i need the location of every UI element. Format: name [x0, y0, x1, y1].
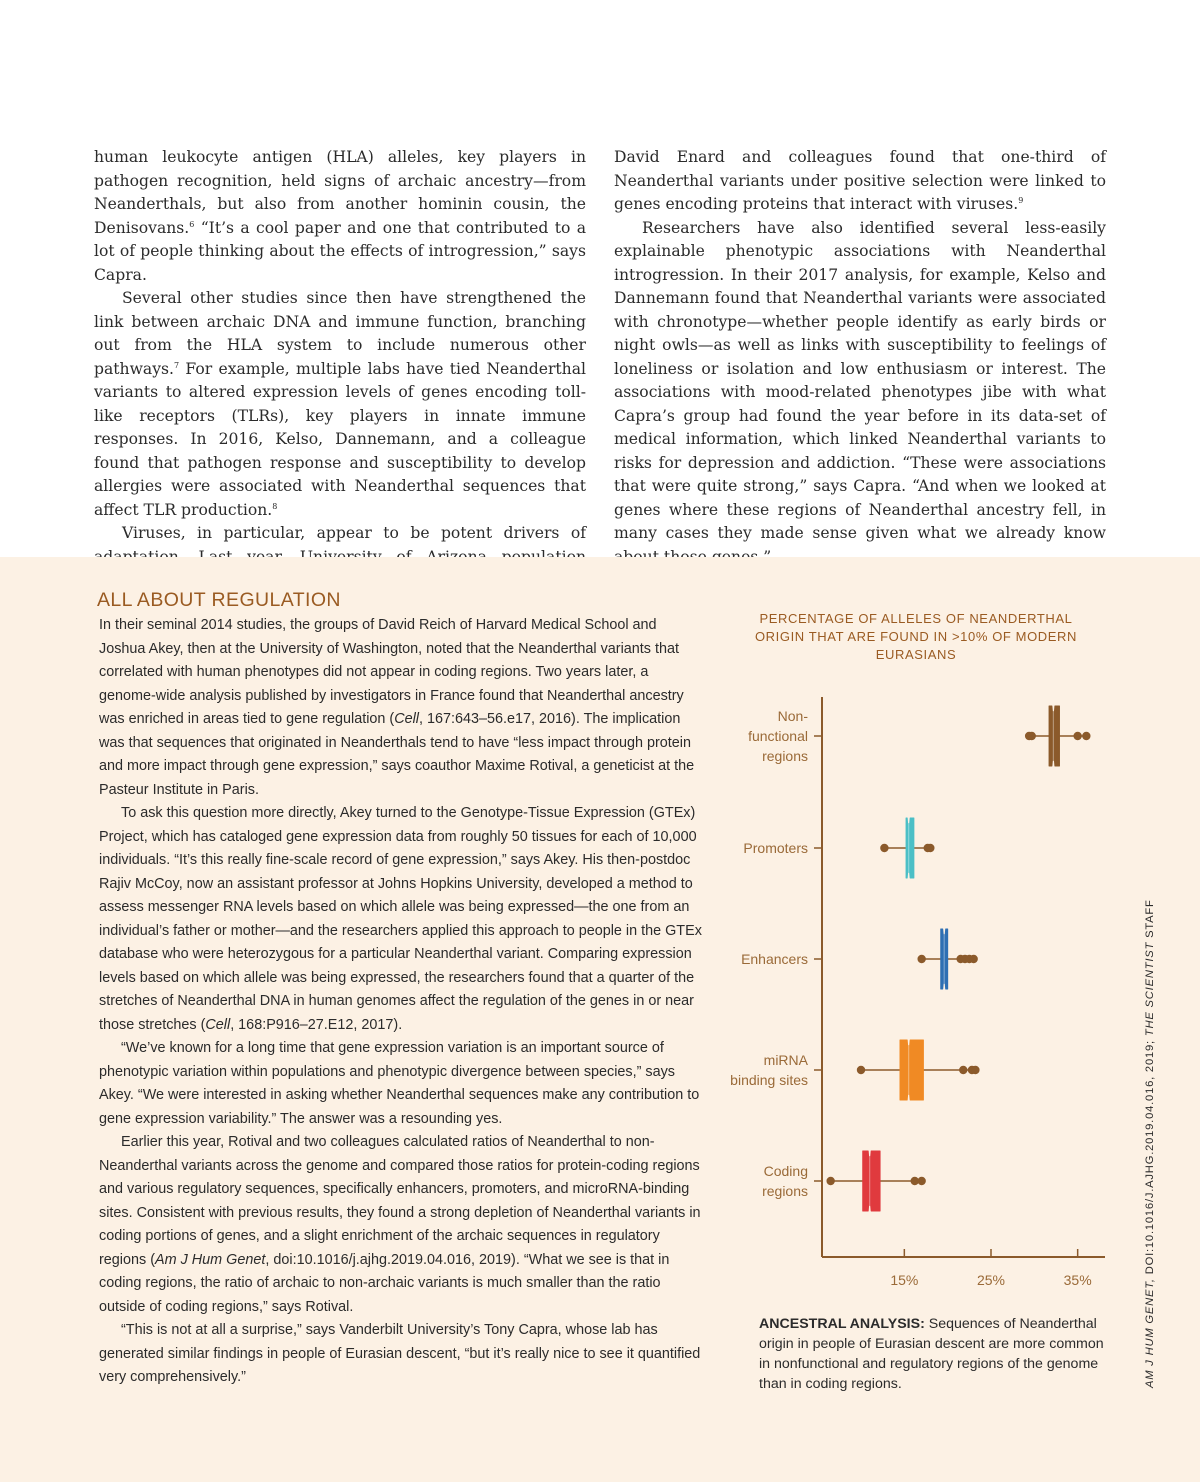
sidebar-paragraph: To ask this question more directly, Akey turned to the Genotype-Tissue Expression (GTEx) Project, which has cataloged gene expression data from roughly 50 tissues for each of 10,000 individuals. “It’s this really fine-scale record of gene expression,” says Akey. His then-postdoc Rajiv McCoy, now an assistant professor at Johns Hopkins University, developed a method to assess messenger RNA levels based on which allele was being expressed—the one from an individual’s father or mother—and the researchers applied this approach to people in the GTEx database who were heterozygous for a particular Neanderthal variant. Comparing expression levels based on which allele was being expressed, the researchers found that a quarter of the stretches of Neanderthal DNA in human genomes affect the regulation of the genes in or near those stretches (Cell, 168:P916–27.E12, 2017). — [99, 805, 702, 1033]
citation-journal: Cell — [205, 1016, 231, 1033]
article-right-column — [614, 146, 1106, 569]
sidebar-paragraph: In their seminal 2014 studies, the groups of David Reich of Harvard Medical School and Joshua Akey, then at the University of Washington, noted that the Neanderthal variants that correlated with human phenotypes did not appear in coding regions. Two years later, a genome-wide analysis published by investigators in France found that Neanderthal ancestry was enriched in areas tied to gene regulation (Cell, 167:643–56.e17, 2016). The implication was that sequences that originated in Neanderthals tend to have “less impact through protein and more impact through gene expression,” says coauthor Maxime Rotival, a geneticist at the Pasteur Institute in Paris. — [99, 617, 695, 798]
outlier-point — [969, 955, 977, 963]
outlier-point — [917, 955, 925, 963]
caption-body: Sequences of Neanderthal origin in people of Eurasian descent are more common in nonfunctional and regulatory regions of the genome than in coding regions. — [759, 1316, 1104, 1392]
outlier-point — [826, 1177, 834, 1185]
sidebar-box — [0, 557, 1200, 1482]
sidebar-heading: ALL ABOUT REGULATION — [97, 589, 341, 611]
caption-head: ANCESTRAL ANALYSIS: — [759, 1316, 925, 1332]
category-label: Coding regions — [762, 1163, 808, 1199]
outlier-point — [1073, 732, 1081, 740]
outlier-point — [857, 1066, 865, 1074]
article-paragraph: David Enard and colleagues found that one-third of Neanderthal variants under positive selection were linked to genes encoding proteins that interact with viruses.$^9$ — [614, 148, 1106, 213]
category-label: Enhancers — [741, 951, 808, 967]
outlier-point — [1082, 732, 1090, 740]
outlier-point — [971, 1066, 979, 1074]
x-tick-label: 25% — [976, 1272, 1006, 1288]
citation-journal: Cell — [394, 711, 419, 727]
sidebar-paragraph: Earlier this year, Rotival and two colleagues calculated ratios of Neanderthal to non-Neanderthal variants across the genome and compared those ratios for protein-coding regions and various regulatory sequences, specifically enhancers, promoters, and microRNA-binding sites. Consistent with previous results, they found a strong depletion of Neanderthal variants in coding portions of genes, and a slight enrichment of the archaic sequences in regulatory regions (Am J Hum Genet, doi:10.1016/j.ajhg.2019.04.016, 2019). “What we see is that in coding regions, the ratio of archaic to non-archaic variants is much smaller than the ratio outside of coding regions,” says Rotival. — [99, 1134, 701, 1315]
outlier-point — [959, 1066, 967, 1074]
chart-title: PERCENTAGE OF ALLELES OF NEANDERTHAL ORIGIN THAT ARE FOUND IN >10% OF MODERN EURASIANS — [754, 611, 1078, 662]
article-paragraph: Viruses, in particular, appear to be potent drivers of — [122, 524, 586, 542]
boxplot-chart — [700, 677, 1120, 1297]
image-credit: AM J HUM GENET, DOI:10.1016/J.AJHG.2019.04.016, 2019; THE SCIENTIST STAFF — [1144, 899, 1156, 1388]
category-label: miRNA binding sites — [730, 1052, 808, 1088]
reference-marker: 6 — [189, 219, 195, 229]
article-left-column — [94, 146, 586, 593]
outlier-point — [1028, 732, 1036, 740]
sidebar-paragraph: “We’ve known for a long time that gene expression variation is an important source of phenotypic variation within populations and phenotypic divergence between species,” says Akey. “We were interested in asking whether Neanderthal sequences make any contribution to gene expression variability.” The answer was a resounding yes. — [99, 1040, 700, 1127]
reference-marker: 7 — [174, 360, 180, 370]
outlier-point — [917, 1177, 925, 1185]
article-paragraph: Several other studies since then have strengthened the link between archaic DNA and immune function, branching out from the HLA system to include numerous other pathways.$^7$ For example, multiple labs have tied Neanderthal variants to altered expression levels of genes encoding toll-like receptors (TLRs), key players in innate immune responses. In 2016, Kelso, Dannemann, and a colleague found that pathogen response and susceptibility to develop allergies were associated with Neanderthal sequences that affect TLR production.$^8$ — [94, 289, 586, 519]
article-paragraph: Researchers have also identified several less-easily explainable phenotypic associations with Neanderthal introgression. In their 2017 analysis, for example, Kelso and Dannemann found that Neanderthal variants were associated with chronotype—whether people identify as early birds or night owls—as well as links with susceptibility to feelings of loneliness or isolation and low enthusiasm or interest. The associations with mood-related phenotypes jibe with what Capra’s group had found the year before in its data-set of medical information, which linked Neanderthal variants to risks for depression and addiction. “These were associations that were quite strong,” says Capra. “And when we looked at genes where these regions of Neanderthal ancestry fell, in many cases they made sense given what we already know — [614, 218, 1106, 542]
box — [906, 818, 914, 878]
sidebar-paragraph: “This is not at all a surprise,” says Vanderbilt University’s Tony Capra, whose lab has generated similar findings in people of Eurasian descent, “but it’s really nice to see it quantified very comprehensively.” — [99, 1322, 701, 1385]
chart-caption — [759, 1314, 1109, 1394]
reference-marker: 8 — [272, 501, 278, 511]
category-label: Promoters — [743, 840, 808, 856]
box — [863, 1151, 880, 1211]
outlier-point — [880, 844, 888, 852]
citation-journal: Am J Hum Genet — [155, 1251, 266, 1268]
x-tick-label: 35% — [1063, 1272, 1092, 1288]
reference-marker: 9 — [1018, 195, 1024, 205]
box — [900, 1040, 923, 1100]
x-tick-label: 15% — [890, 1272, 919, 1288]
sidebar-body — [99, 614, 703, 1390]
box — [1049, 706, 1059, 766]
category-label: Non-functional regions — [748, 708, 808, 764]
article-paragraph: human leukocyte antigen (HLA) alleles, key players in pathogen recognition, held signs of archaic ancestry—from Neanderthals, but also from another hominin cousin, the Denisovans.$^6$ “It’s a cool paper and one that contributed to a lot of people thinking about the effects of introgression,” says Capra. — [94, 148, 586, 284]
outlier-point — [926, 844, 934, 852]
